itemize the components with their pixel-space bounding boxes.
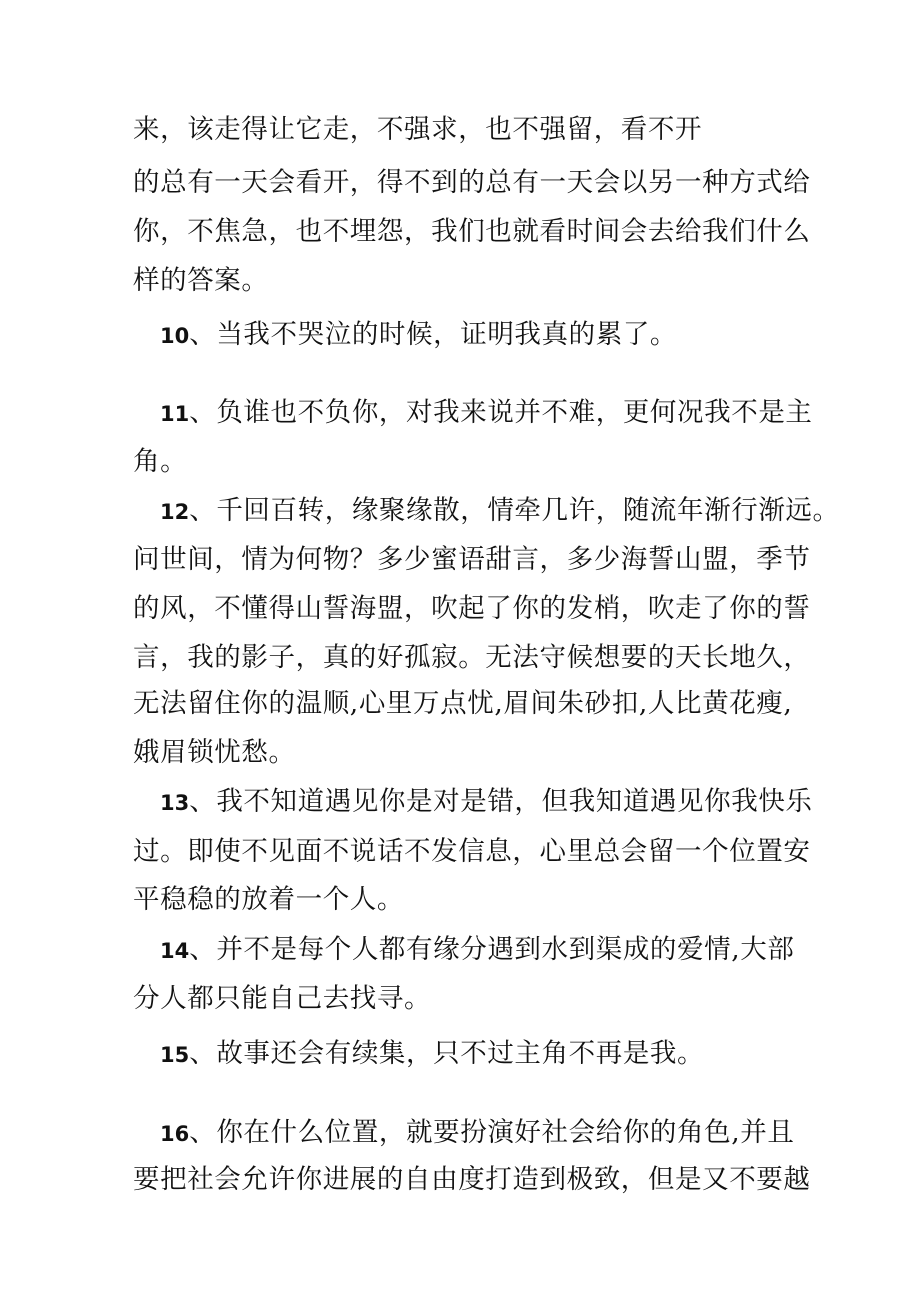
item-number: 11 (160, 402, 190, 426)
list-item-11: 11、负谁也不负你，对我来说并不难，更何况我不是主 (160, 397, 813, 428)
list-item-16: 16、你在什么位置，就要扮演好社会给你的角色,并且 (160, 1117, 795, 1148)
list-item-13: 13、我不知道遇见你是对是错，但我知道遇见你我快乐 (160, 786, 813, 817)
list-item-10: 10、当我不哭泣的时候，证明我真的累了。 (160, 319, 678, 350)
item-number: 13 (160, 791, 190, 815)
text-line: 你，不焦急，也不埋怨，我们也就看时间会去给我们什么 (133, 216, 811, 247)
text-line: 平稳稳的放着一个人。 (133, 884, 404, 915)
item-number: 12 (160, 500, 190, 524)
text-line: 娥眉锁忧愁。 (133, 737, 296, 768)
text-line: 角。 (133, 446, 188, 477)
text-line: 无法留住你的温顺,心里万点忧,眉间朱砂扣,人比黄花瘦, (133, 688, 793, 719)
text-line: 的风，不懂得山誓海盟，吹起了你的发梢，吹走了你的誓 (133, 593, 811, 624)
text-line: 来，该走得让它走，不强求，也不强留，看不开 (133, 114, 703, 145)
item-number: 14 (160, 939, 190, 963)
text-line: 过。即使不见面不说话不发信息，心里总会留一个位置安 (133, 836, 811, 867)
text-line: 问世间，情为何物？多少蜜语甜言，多少海誓山盟，季节 (133, 544, 811, 575)
item-number: 10 (160, 324, 190, 348)
text-line: 样的答案。 (133, 265, 269, 296)
item-number: 15 (160, 1043, 190, 1067)
text-line: 要把社会允许你进展的自由度打造到极致，但是又不要越 (133, 1164, 811, 1195)
text-line: 言，我的影子，真的好孤寂。无法守候想要的天长地久， (133, 642, 811, 673)
list-item-14: 14、并不是每个人都有缘分遇到水到渠成的爱情,大部 (160, 934, 795, 965)
text-line: 分人都只能自己去找寻。 (133, 983, 432, 1014)
list-item-15: 15、故事还会有续集，只不过主角不再是我。 (160, 1038, 705, 1069)
item-number: 16 (160, 1122, 190, 1146)
list-item-12: 12、千回百转，缘聚缘散，情牵几许，随流年渐行渐远。 (160, 495, 840, 526)
text-line: 的总有一天会看开，得不到的总有一天会以另一种方式给 (133, 167, 811, 198)
